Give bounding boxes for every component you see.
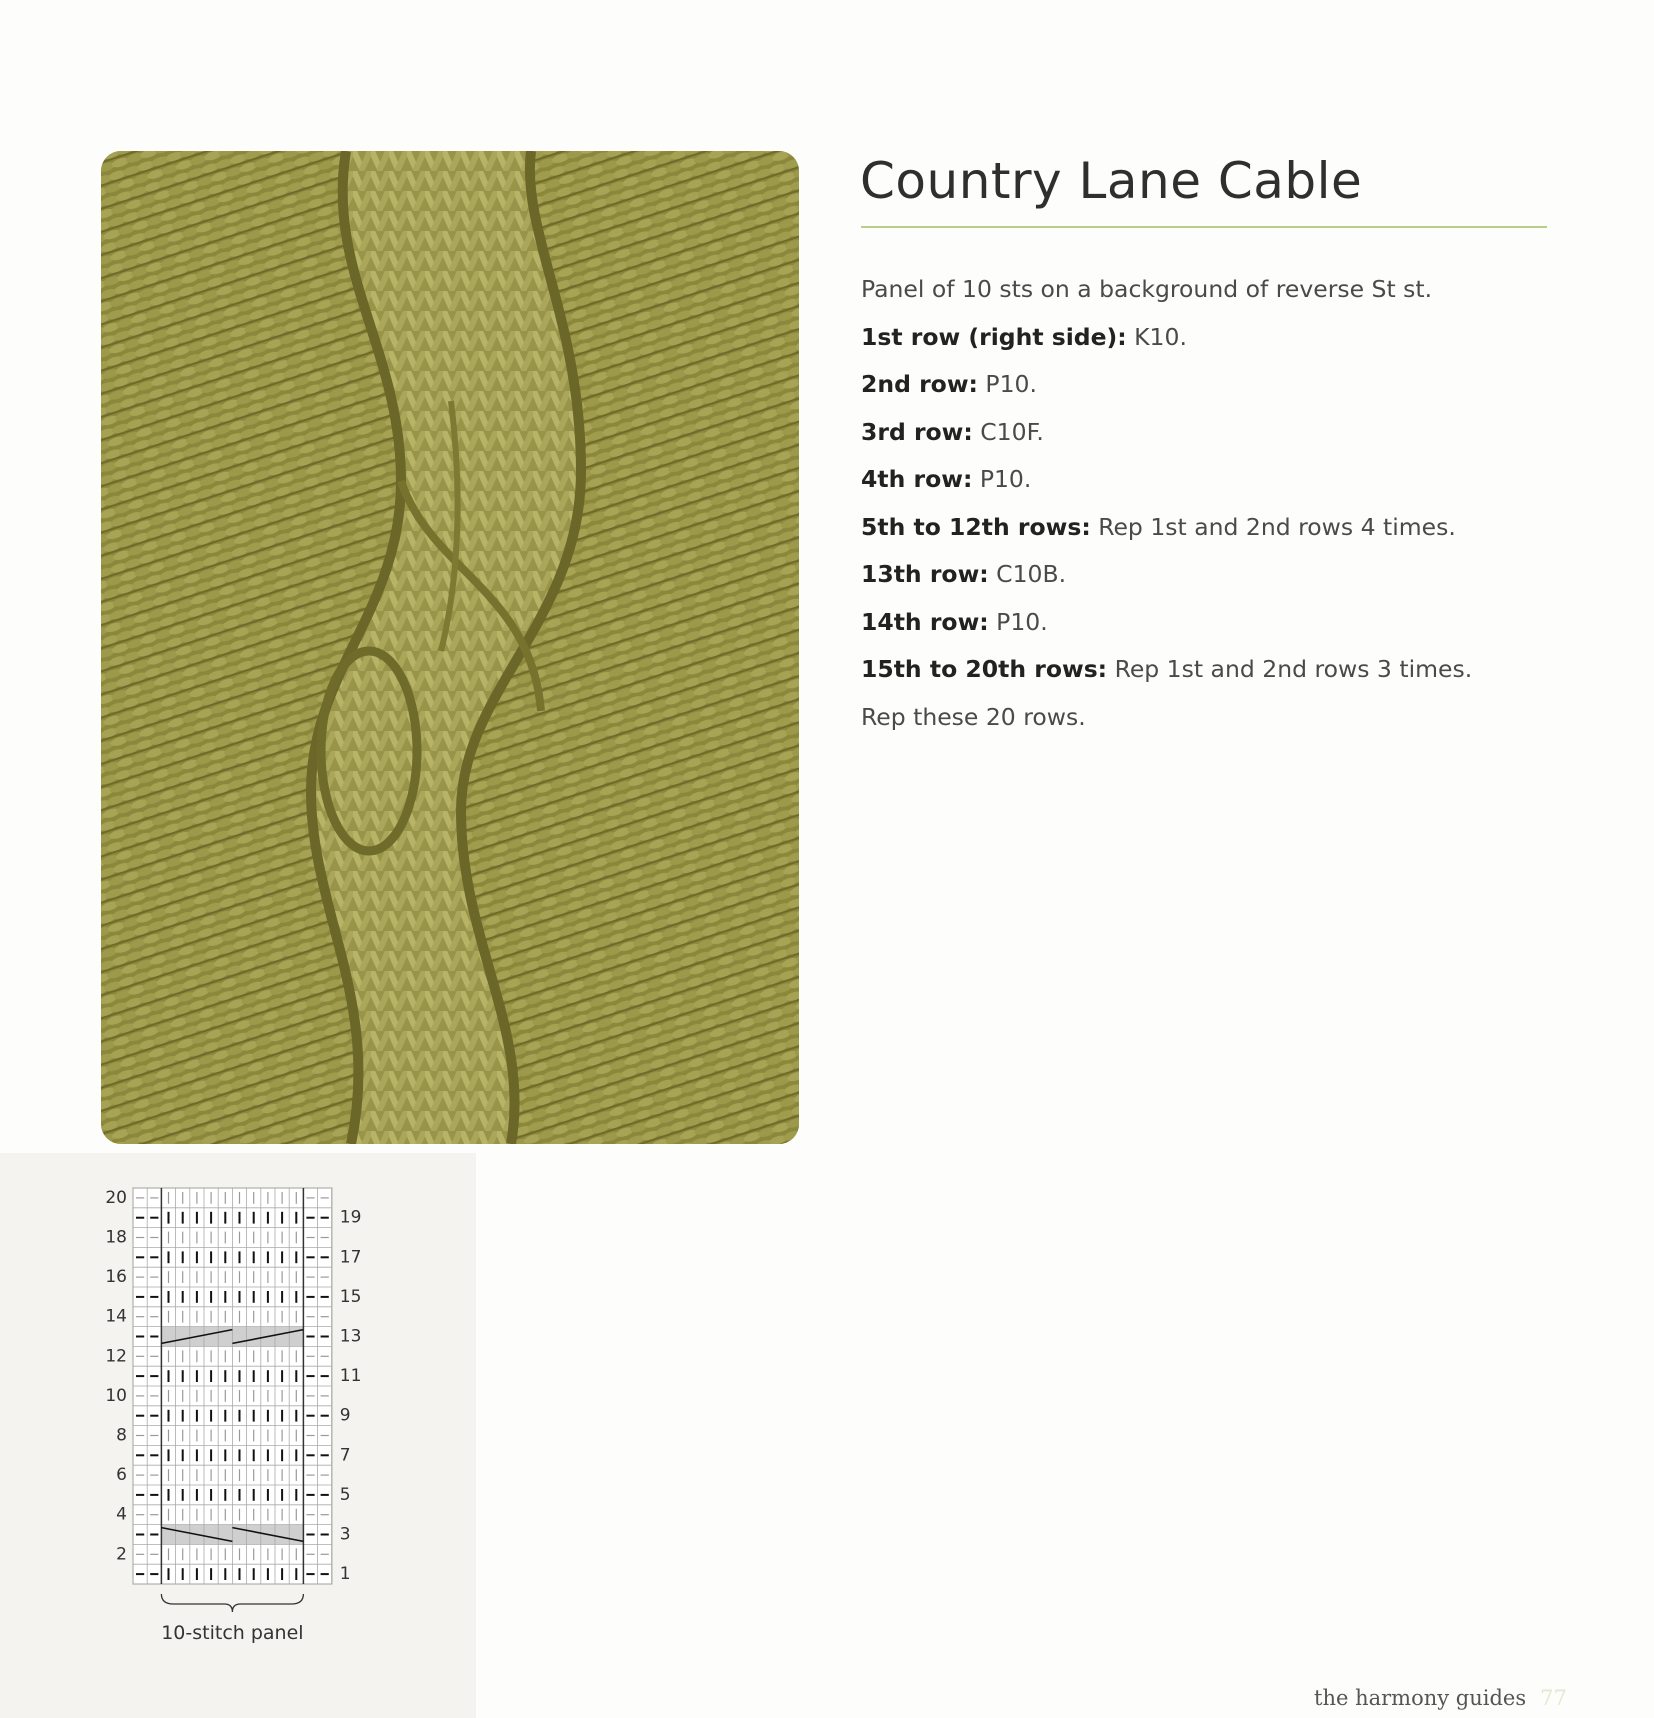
- row-number-left: 12: [105, 1346, 127, 1367]
- knitting-chart: [95, 1180, 475, 1664]
- knitted-swatch-photo: [101, 151, 799, 1144]
- instruction-line: 2nd row: P10.: [861, 370, 1037, 398]
- row-number-right: 9: [339, 1405, 351, 1426]
- panel-label: 10-stitch panel: [161, 1622, 304, 1644]
- row-number-right: 3: [339, 1524, 351, 1545]
- row-number-left: 6: [116, 1465, 127, 1486]
- instruction-line: 1st row (right side): K10.: [861, 322, 1187, 351]
- row-number-right: 19: [339, 1207, 362, 1228]
- row-number-right: 17: [339, 1247, 362, 1268]
- row-number-left: 4: [116, 1504, 127, 1525]
- page-footer: [1314, 1686, 1567, 1710]
- row-number-right: 1: [339, 1564, 351, 1585]
- swatch-illustration: [101, 151, 799, 1144]
- instruction-line: Rep these 20 rows.: [861, 702, 1086, 731]
- instruction-line: Panel of 10 sts on a background of reverse St st.: [861, 275, 1433, 303]
- row-number-left: 14: [105, 1306, 127, 1327]
- instruction-line: 4th row: P10.: [861, 465, 1032, 493]
- row-number-right: 15: [339, 1286, 362, 1307]
- row-number-left: 20: [105, 1187, 127, 1208]
- row-number-left: 10: [105, 1385, 127, 1406]
- book-title: the harmony guides: [1314, 1686, 1527, 1710]
- row-number-left: 2: [116, 1544, 127, 1565]
- page-number: 77: [1540, 1686, 1567, 1710]
- row-number-left: 8: [116, 1425, 127, 1446]
- instruction-line: 13th row: C10B.: [861, 560, 1067, 588]
- pattern-title: Country Lane Cable: [860, 152, 1363, 210]
- row-number-right: 7: [339, 1445, 351, 1466]
- instruction-line: 15th to 20th rows: Rep 1st and 2nd rows 3 times.: [861, 655, 1473, 683]
- panel-brace: [161, 1594, 303, 1612]
- row-number-right: 5: [339, 1484, 351, 1505]
- instruction-line: 14th row: P10.: [861, 607, 1048, 636]
- instructions: [861, 266, 1601, 741]
- row-number-left: 18: [105, 1227, 127, 1248]
- row-number-right: 11: [339, 1366, 362, 1387]
- knitting-chart-grid: [95, 1180, 475, 1660]
- row-number-left: 16: [105, 1267, 127, 1288]
- instruction-line: 5th to 12th rows: Rep 1st and 2nd rows 4 times.: [861, 512, 1456, 541]
- title-rule: [861, 226, 1547, 228]
- row-number-right: 13: [339, 1326, 362, 1347]
- instruction-line: 3rd row: C10F.: [861, 417, 1044, 446]
